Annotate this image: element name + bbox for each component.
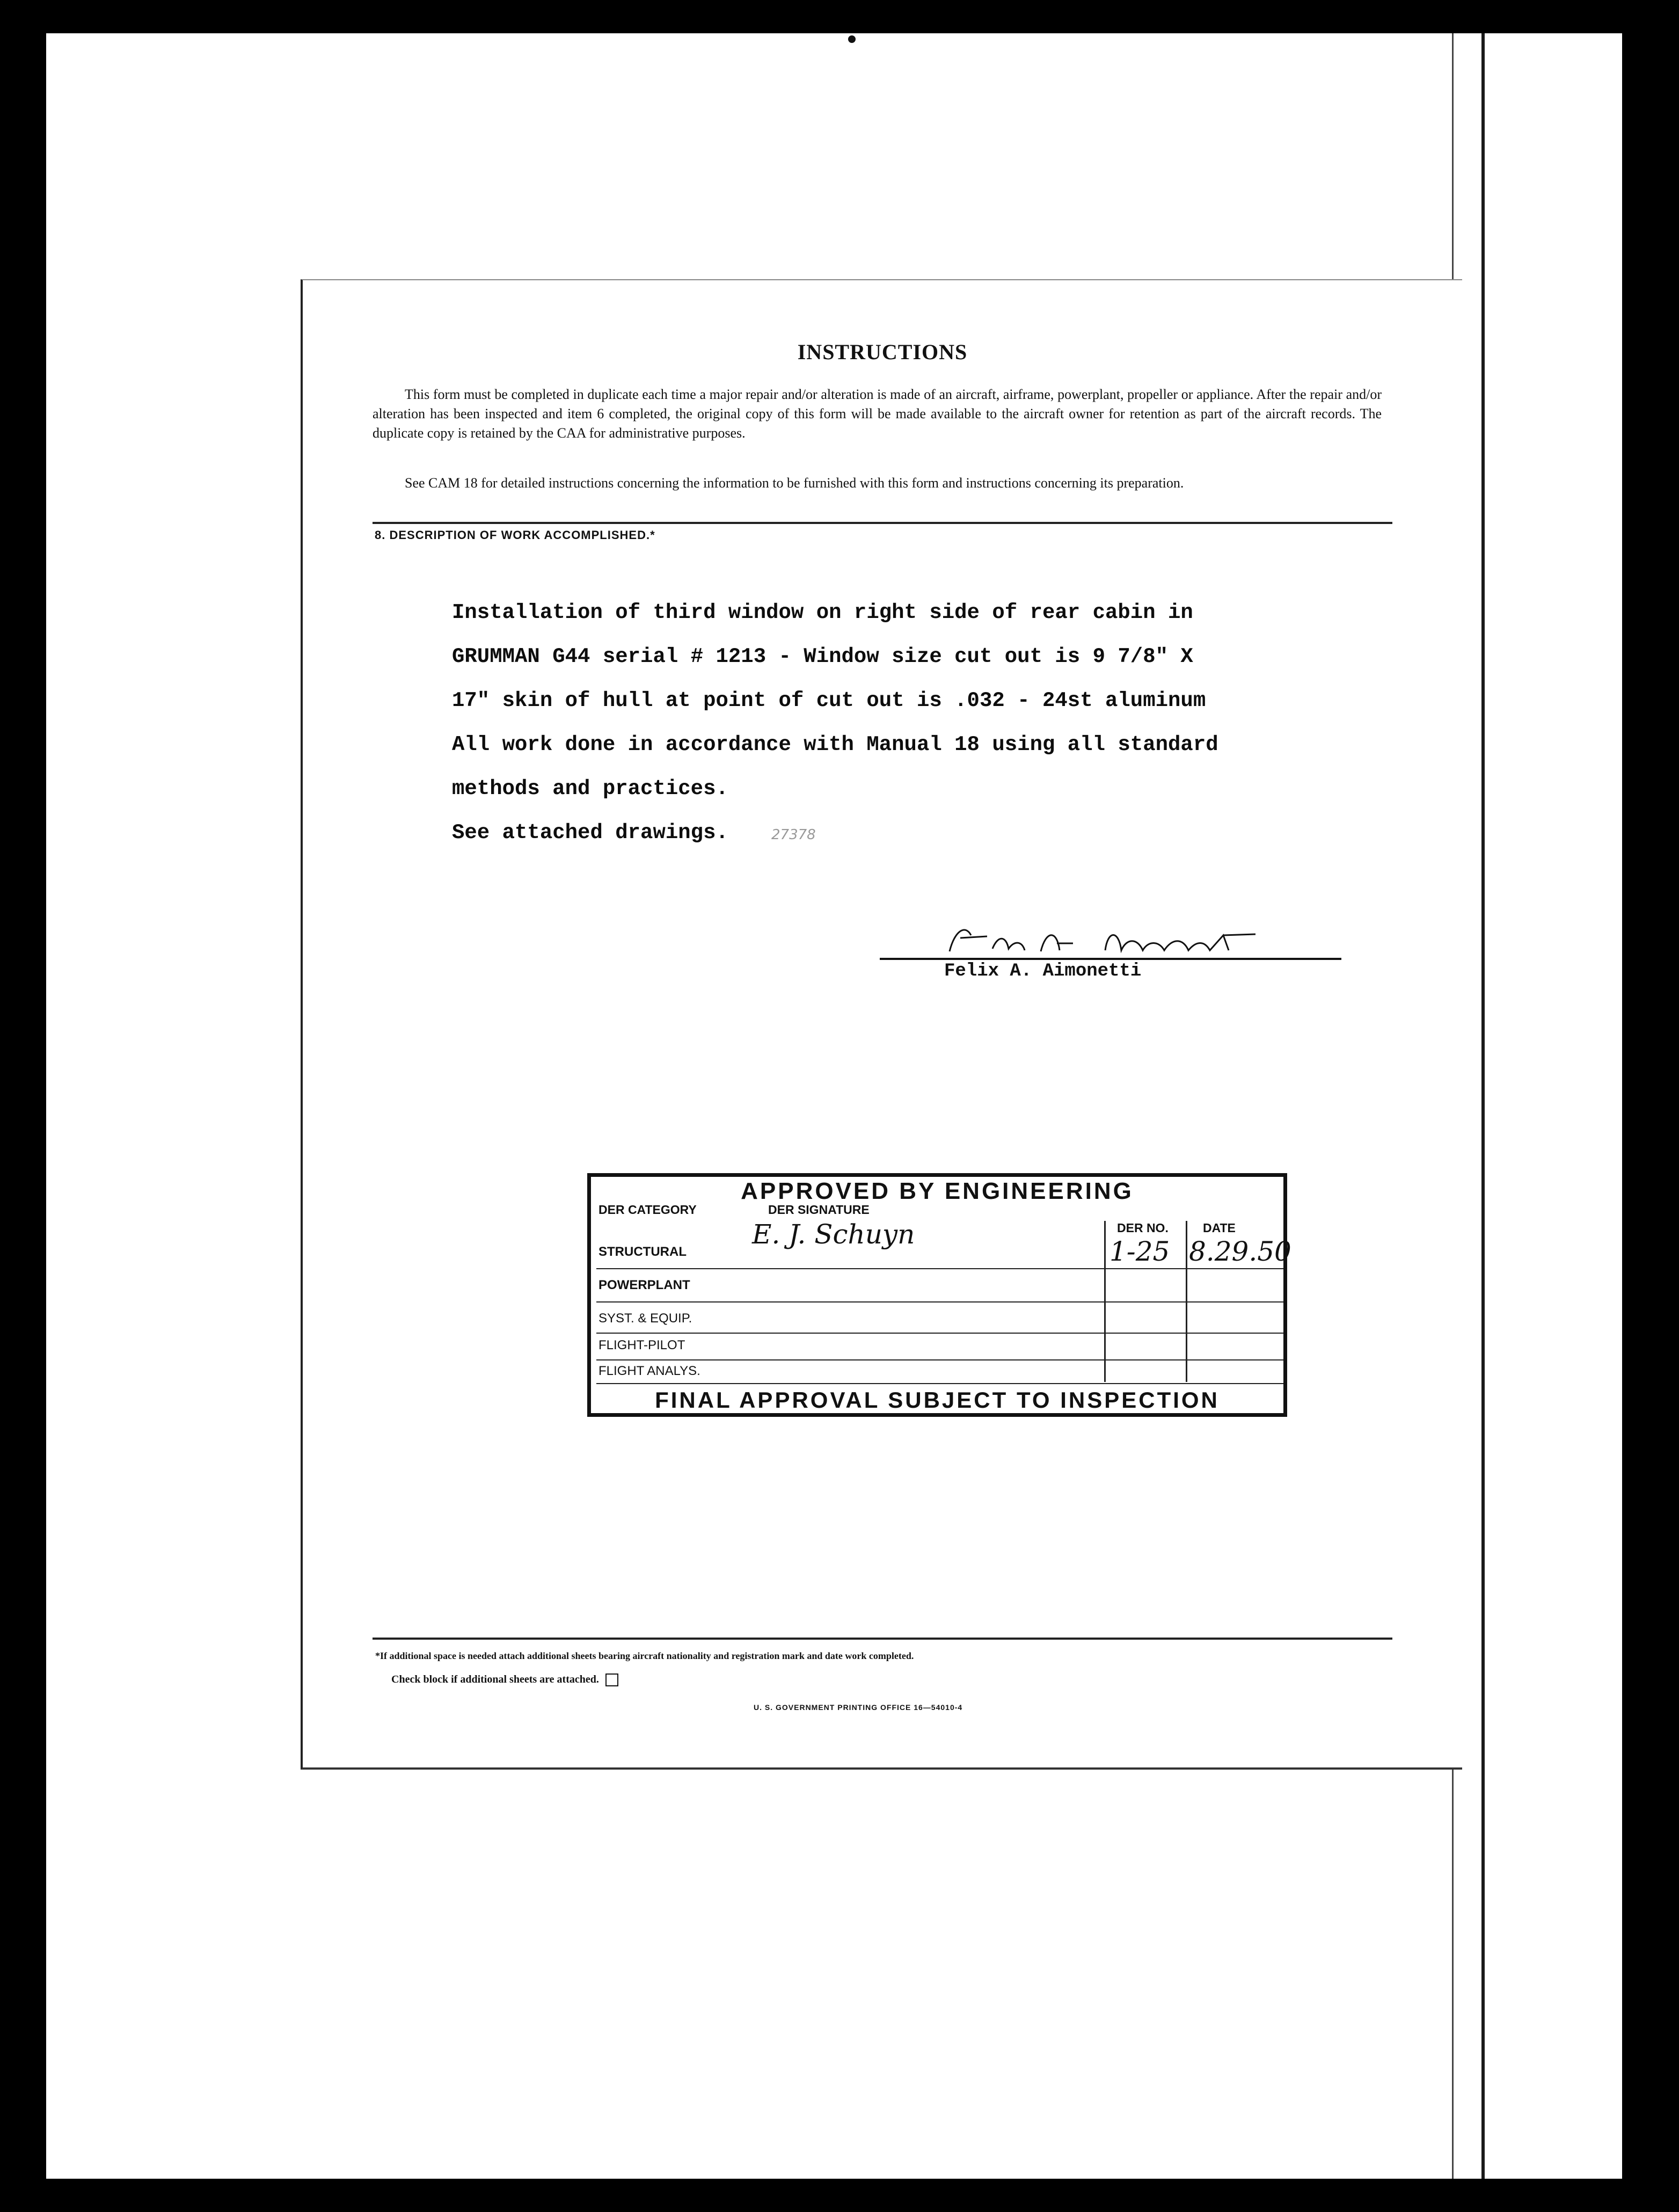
stamp-column-header: DER CATEGORY [598,1203,697,1217]
stamp-row-line [596,1359,1283,1360]
stamp-row-label: FLIGHT-PILOT [598,1338,685,1352]
stamp-row-line [596,1333,1283,1334]
work-line: See attached drawings. [452,821,728,845]
typed-name: Felix A. Aimonetti [944,961,1142,981]
divider [373,522,1392,524]
work-line: All work done in accordance with Manual 18 using all standard [452,733,1218,756]
stamp-column-header: DER SIGNATURE [768,1203,870,1217]
divider [373,1638,1392,1640]
section-heading: 8. DESCRIPTION OF WORK ACCOMPLISHED.* [375,528,655,542]
stamp-row-line [596,1383,1283,1384]
work-line: GRUMMAN G44 serial # 1213 - Window size cut out is 9 7/8" X [452,645,1193,668]
stamp-row-label: POWERPLANT [598,1278,690,1292]
footnote: *If additional space is needed attach additional sheets bearing aircraft nationality and registration mark and date work completed. [375,1650,914,1661]
approval-stamp [587,1173,1291,1417]
der-signature: E. J. Schuyn [752,1219,915,1250]
stamp-row-label: SYST. & EQUIP. [598,1311,692,1326]
handwritten-signature [880,919,1341,962]
instructions-title: INSTRUCTIONS [797,340,968,364]
stamp-row-label: FLIGHT ANALYS. [598,1364,700,1378]
instructions-paragraph: See CAM 18 for detailed instructions concerning the information to be furnished with this form and instructions concerning its preparation. [405,475,1184,491]
signature-block [880,919,1341,984]
stamp-row-label: STRUCTURAL [598,1245,687,1259]
work-line: methods and practices. [452,777,728,801]
work-description [452,591,1364,855]
der-number: 1-25 [1109,1236,1170,1267]
scan-edge-line [1481,33,1485,2179]
work-line: Installation of third window on right side of rear cabin in [452,601,1193,624]
signature-line [880,958,1341,960]
stamp-title: APPROVED BY ENGINEERING [741,1178,1134,1204]
approval-date: 8.29.50 [1189,1236,1291,1267]
check-label: Check block if additional sheets are attached. [391,1673,599,1685]
stamp-row-line [596,1268,1283,1269]
additional-sheets-check [391,1673,618,1686]
scan-speck [848,35,856,43]
form-page [301,279,1462,1770]
stamp-row-line [596,1301,1283,1303]
stamp-column-header: DATE [1203,1221,1236,1235]
instructions-paragraph: This form must be completed in duplicate each time a major repair and/or alteration is made of an aircraft, airframe, powerplant, propeller or appliance. After the repair and/or alteration has been inspected and item 6 completed, the original copy of this form will be made available to the aircraft owner for retention as part of the aircraft records. The duplicate copy is retained by the CAA for administrative purposes. [373,387,1382,441]
stamp-footer: FINAL APPROVAL SUBJECT TO INSPECTION [655,1387,1220,1413]
pencil-note: 27378 [771,827,816,843]
additional-sheets-checkbox[interactable] [605,1673,618,1686]
printer-line: U. S. GOVERNMENT PRINTING OFFICE 16—54010-4 [754,1703,963,1712]
stamp-column-header: DER NO. [1117,1221,1169,1235]
work-line: 17" skin of hull at point of cut out is .032 - 24st aluminum [452,689,1206,712]
